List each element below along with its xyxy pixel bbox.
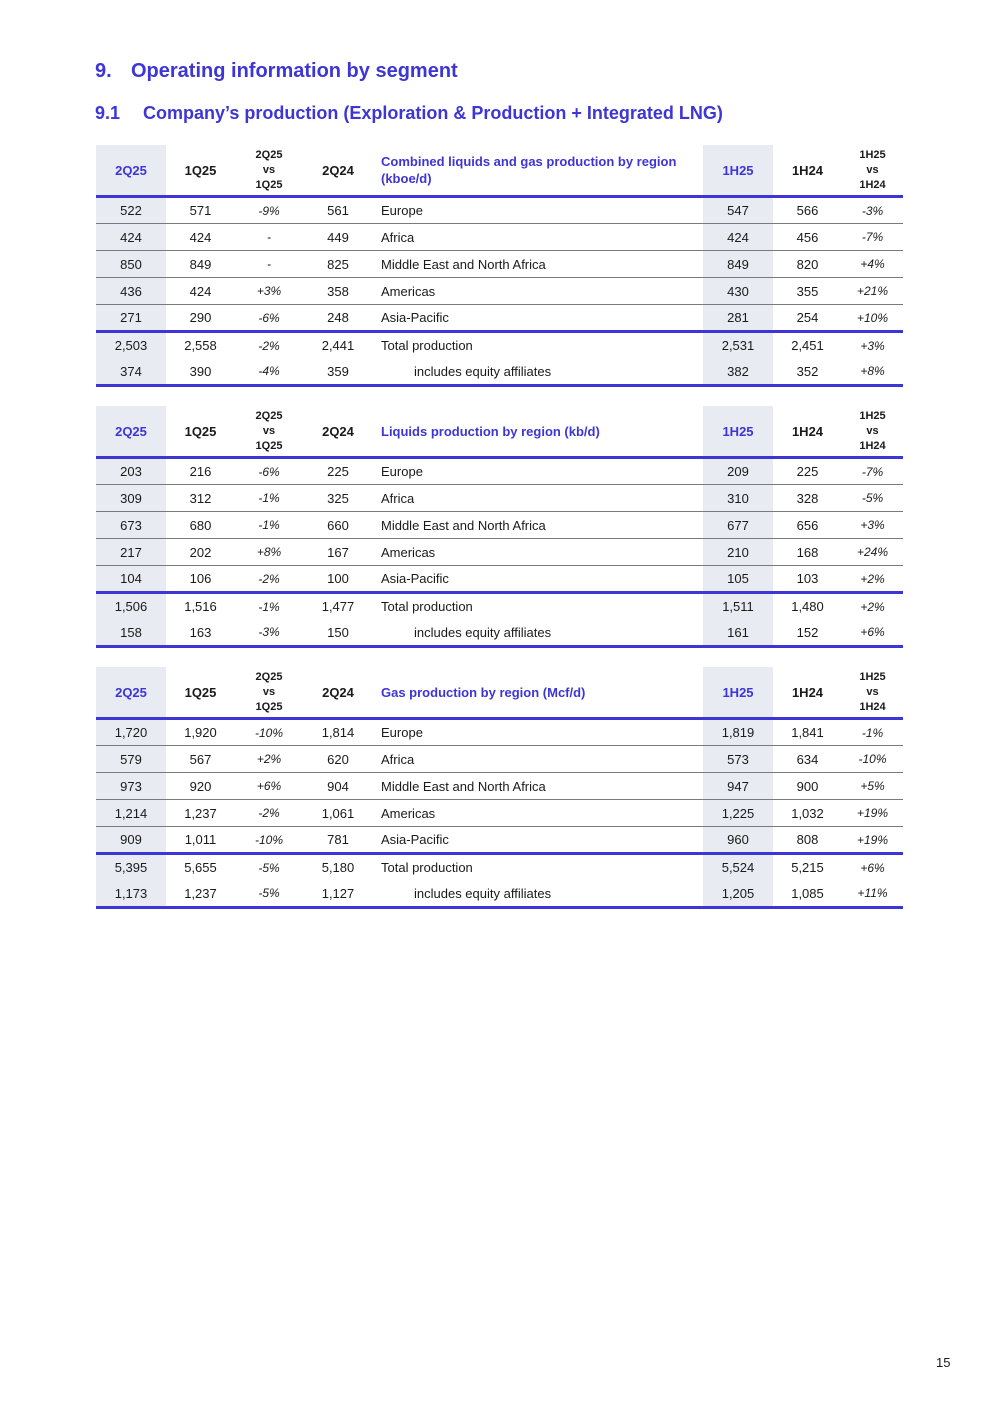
table-row	[96, 593, 903, 620]
table-cell: 328	[796, 490, 819, 506]
table-cell: 2,531	[703, 332, 773, 359]
table-cell: 152	[796, 624, 819, 640]
table-cell: 1,511	[703, 593, 773, 620]
row-label: Total production	[381, 338, 473, 354]
table-row	[96, 539, 903, 566]
table-cell: 202	[189, 544, 212, 560]
table-cell: 900	[796, 778, 819, 794]
table-cell: 355	[796, 283, 819, 299]
table-row	[96, 305, 903, 332]
table-cell: 158	[96, 620, 166, 647]
table-title: Liquids production by region (kb/d)	[381, 423, 600, 439]
table-cell: 309	[96, 485, 166, 512]
subsection-number: 9.1	[95, 103, 121, 123]
table-cell: 225	[796, 464, 819, 479]
table-cell: 271	[96, 305, 166, 332]
table-cell: 424	[189, 229, 212, 245]
table-cell: -6%	[258, 310, 280, 325]
row-label: Total production	[381, 860, 473, 876]
table-cell: 281	[703, 305, 773, 332]
row-label: Africa	[381, 229, 415, 245]
table-cell: +11%	[857, 886, 888, 901]
column-header: 1H25 vs 1H24	[859, 148, 886, 191]
table-cell: 1,480	[791, 599, 824, 615]
table-header-row	[96, 406, 903, 458]
table-row	[96, 197, 903, 224]
table-cell: -	[267, 230, 271, 244]
table-cell: 1,477	[321, 599, 355, 615]
column-header: 2Q25	[96, 667, 166, 719]
table-cell: -1%	[258, 491, 280, 505]
table-cell: +19%	[856, 832, 889, 847]
table-cell: 325	[327, 490, 349, 506]
column-header: 1H25 vs 1H24	[859, 670, 886, 713]
table-cell: 105	[703, 566, 773, 593]
column-header: 1H24	[791, 684, 824, 700]
table-cell: -1%	[861, 725, 884, 740]
table-cell: 820	[796, 256, 819, 272]
table-cell: -10%	[858, 752, 887, 766]
table-cell: 1,237	[184, 885, 217, 901]
table-cell: 1,819	[703, 719, 773, 746]
table-cell: +2%	[256, 752, 282, 766]
table-cell: 947	[703, 773, 773, 800]
table-cell: -9%	[258, 203, 280, 218]
column-header: 1Q25	[184, 684, 217, 700]
table-row	[96, 827, 903, 854]
table-cell: +3%	[256, 284, 282, 298]
column-header: 2Q25 vs 1Q25	[255, 148, 283, 191]
table-cell: +5%	[860, 779, 885, 793]
row-label: Middle East and North Africa	[381, 517, 546, 533]
table-cell: 571	[189, 203, 212, 218]
table-cell: 1,061	[321, 805, 355, 821]
table-cell: 1,032	[791, 805, 824, 821]
row-label: Asia-Pacific	[381, 571, 449, 586]
column-header: 1Q25	[184, 162, 217, 178]
table-cell: 1,841	[791, 725, 824, 740]
row-label: includes equity affiliates	[414, 885, 552, 901]
table-cell: 1,214	[96, 800, 166, 827]
table-cell: 1,920	[184, 725, 217, 740]
row-label: Americas	[381, 805, 436, 821]
table-title: Gas production by region (Mcf/d)	[381, 684, 586, 700]
table-cell: 225	[327, 464, 349, 479]
table-cell: -5%	[861, 491, 884, 505]
table-cell: 390	[189, 363, 212, 379]
table-cell: 2,441	[321, 338, 355, 354]
table-cell: 522	[96, 197, 166, 224]
column-header: 2Q25 vs 1Q25	[255, 409, 283, 452]
table-cell: 310	[703, 485, 773, 512]
page-number: 15	[936, 1355, 951, 1370]
table-cell: 2,558	[184, 338, 217, 354]
table-cell: 1,225	[703, 800, 773, 827]
table-cell: 424	[189, 283, 212, 299]
table-row	[96, 485, 903, 512]
table-cell: 248	[327, 310, 349, 325]
table-row	[96, 278, 903, 305]
subsection-title: Company’s production (Exploration & Production + Integrated LNG)	[143, 103, 723, 123]
row-label: includes equity affiliates	[414, 624, 552, 640]
table-cell: 100	[327, 571, 349, 586]
table-cell: 1,516	[184, 599, 217, 615]
table-cell: -7%	[861, 230, 884, 244]
row-label: includes equity affiliates	[414, 363, 552, 379]
table-cell: +3%	[860, 518, 885, 532]
table-cell: 5,180	[321, 860, 355, 876]
table-row	[96, 881, 903, 908]
table-cell: 163	[189, 624, 212, 640]
table-cell: 850	[96, 251, 166, 278]
table-cell: -5%	[258, 860, 280, 875]
table-header-row	[96, 667, 903, 719]
table-cell: 424	[96, 224, 166, 251]
table-title: Combined liquids and gas production by region (kboe/d)	[381, 154, 677, 186]
table-cell: 579	[96, 746, 166, 773]
table-cell: 209	[703, 458, 773, 485]
row-label: Americas	[381, 544, 436, 560]
table-cell: 5,395	[96, 854, 166, 881]
table-cell: -1%	[258, 599, 280, 614]
table-cell: 254	[796, 310, 819, 325]
table-cell: 781	[327, 832, 349, 847]
table-cell: -3%	[258, 625, 280, 640]
table-cell: +6%	[860, 625, 885, 640]
table-cell: 5,524	[703, 854, 773, 881]
column-header: 2Q25 vs 1Q25	[255, 670, 283, 713]
table-row	[96, 458, 903, 485]
row-label: Americas	[381, 283, 436, 299]
table-cell: 456	[796, 229, 819, 245]
table-row	[96, 620, 903, 647]
table-cell: 1,173	[96, 881, 166, 908]
table-cell: 1,127	[321, 885, 355, 901]
table-row	[96, 512, 903, 539]
row-label: Europe	[381, 725, 423, 740]
table-cell: 168	[796, 544, 819, 560]
table-cell: 210	[703, 539, 773, 566]
table-cell: +2%	[860, 599, 885, 614]
table-cell: -1%	[258, 518, 280, 532]
row-label: Asia-Pacific	[381, 832, 449, 847]
column-header: 2Q24	[322, 684, 354, 700]
row-label: Total production	[381, 599, 473, 615]
table-cell: +3%	[860, 338, 885, 353]
table-cell: 2,503	[96, 332, 166, 359]
liquids-production-table	[96, 406, 903, 648]
table-row	[96, 773, 903, 800]
table-cell: 620	[327, 751, 349, 767]
table-cell: 359	[327, 363, 349, 379]
table-row	[96, 719, 903, 746]
column-header: 1Q25	[184, 423, 217, 439]
table-cell: 1,085	[791, 885, 824, 901]
table-cell: 573	[703, 746, 773, 773]
table-cell: +10%	[856, 310, 889, 325]
table-cell: 449	[327, 229, 349, 245]
column-header: 2Q25	[96, 145, 166, 197]
column-header: 1H25	[703, 145, 773, 197]
column-header: 2Q24	[322, 162, 354, 178]
table-cell: 660	[327, 517, 349, 533]
row-label: Europe	[381, 464, 423, 479]
table-row	[96, 332, 903, 359]
table-row	[96, 854, 903, 881]
table-cell: 5,215	[791, 860, 824, 876]
table-cell: 382	[703, 359, 773, 386]
table-cell: 352	[796, 363, 819, 379]
table-cell: 677	[703, 512, 773, 539]
table-cell: -	[267, 257, 271, 271]
table-row	[96, 566, 903, 593]
table-cell: 1,814	[321, 725, 355, 740]
table-cell: -6%	[258, 464, 280, 479]
row-label: Europe	[381, 203, 423, 218]
column-header: 1H24	[791, 162, 824, 178]
column-header: 1H24	[791, 423, 824, 439]
table-cell: +19%	[856, 806, 889, 820]
table-cell: 216	[189, 464, 212, 479]
row-label: Africa	[381, 490, 415, 506]
table-cell: -2%	[258, 338, 280, 353]
table-cell: -10%	[254, 832, 283, 847]
table-cell: 217	[96, 539, 166, 566]
table-cell: 973	[96, 773, 166, 800]
column-header: 2Q25	[96, 406, 166, 458]
subsection-heading	[95, 103, 723, 124]
combined-production-table	[96, 145, 903, 387]
table-row	[96, 251, 903, 278]
table-cell: +2%	[860, 571, 885, 586]
table-cell: 920	[189, 778, 212, 794]
column-header: 1H25	[703, 406, 773, 458]
section-title: Operating information by segment	[131, 60, 458, 82]
row-label: Middle East and North Africa	[381, 256, 546, 272]
table-cell: 566	[796, 203, 819, 218]
row-label: Middle East and North Africa	[381, 778, 546, 794]
table-cell: +8%	[860, 364, 885, 379]
table-cell: 680	[189, 517, 212, 533]
table-row	[96, 224, 903, 251]
section-heading	[95, 60, 458, 83]
table-cell: 634	[796, 751, 819, 767]
table-cell: -2%	[258, 571, 280, 586]
table-cell: 430	[703, 278, 773, 305]
section-number: 9.	[95, 60, 112, 82]
table-header-row	[96, 145, 903, 197]
table-cell: 547	[703, 197, 773, 224]
table-cell: 567	[189, 751, 212, 767]
table-cell: 374	[96, 359, 166, 386]
table-cell: 904	[327, 778, 349, 794]
column-header: 1H25	[703, 667, 773, 719]
table-cell: -4%	[258, 364, 280, 379]
table-cell: 161	[703, 620, 773, 647]
table-cell: 167	[327, 544, 349, 560]
table-cell: 104	[96, 566, 166, 593]
table-cell: 849	[703, 251, 773, 278]
table-cell: 312	[189, 490, 212, 506]
table-cell: 2,451	[791, 338, 824, 354]
table-cell: 424	[703, 224, 773, 251]
table-cell: -10%	[254, 725, 283, 740]
table-cell: 1,720	[96, 719, 166, 746]
table-cell: +4%	[860, 257, 885, 271]
table-row	[96, 746, 903, 773]
table-cell: 103	[796, 571, 819, 586]
column-header: 2Q24	[322, 423, 354, 439]
table-cell: 825	[327, 256, 349, 272]
table-cell: 656	[796, 517, 819, 533]
table-cell: 436	[96, 278, 166, 305]
gas-production-table	[96, 667, 903, 909]
table-cell: +6%	[256, 779, 282, 793]
table-row	[96, 800, 903, 827]
table-cell: 150	[327, 624, 349, 640]
column-header: 1H25 vs 1H24	[859, 409, 886, 452]
table-cell: +21%	[856, 284, 889, 298]
table-cell: 808	[796, 832, 819, 847]
table-cell: 673	[96, 512, 166, 539]
table-cell: 1,205	[703, 881, 773, 908]
table-cell: 1,506	[96, 593, 166, 620]
table-cell: 1,011	[184, 832, 217, 847]
table-cell: 203	[96, 458, 166, 485]
table-cell: 849	[189, 256, 212, 272]
row-label: Africa	[381, 751, 415, 767]
table-cell: 106	[189, 571, 212, 586]
table-row	[96, 359, 903, 386]
row-label: Asia-Pacific	[381, 310, 449, 325]
table-cell: 561	[327, 203, 349, 218]
table-cell: 358	[327, 283, 349, 299]
table-cell: 909	[96, 827, 166, 854]
table-cell: +6%	[860, 860, 885, 875]
table-cell: -7%	[861, 464, 884, 479]
table-cell: -3%	[861, 203, 884, 218]
table-cell: +8%	[256, 545, 282, 559]
table-cell: 5,655	[184, 860, 217, 876]
table-cell: 960	[703, 827, 773, 854]
table-cell: -5%	[258, 886, 280, 901]
table-cell: 290	[189, 310, 212, 325]
table-cell: +24%	[856, 545, 889, 559]
table-cell: -2%	[258, 806, 280, 820]
table-cell: 1,237	[184, 805, 217, 821]
